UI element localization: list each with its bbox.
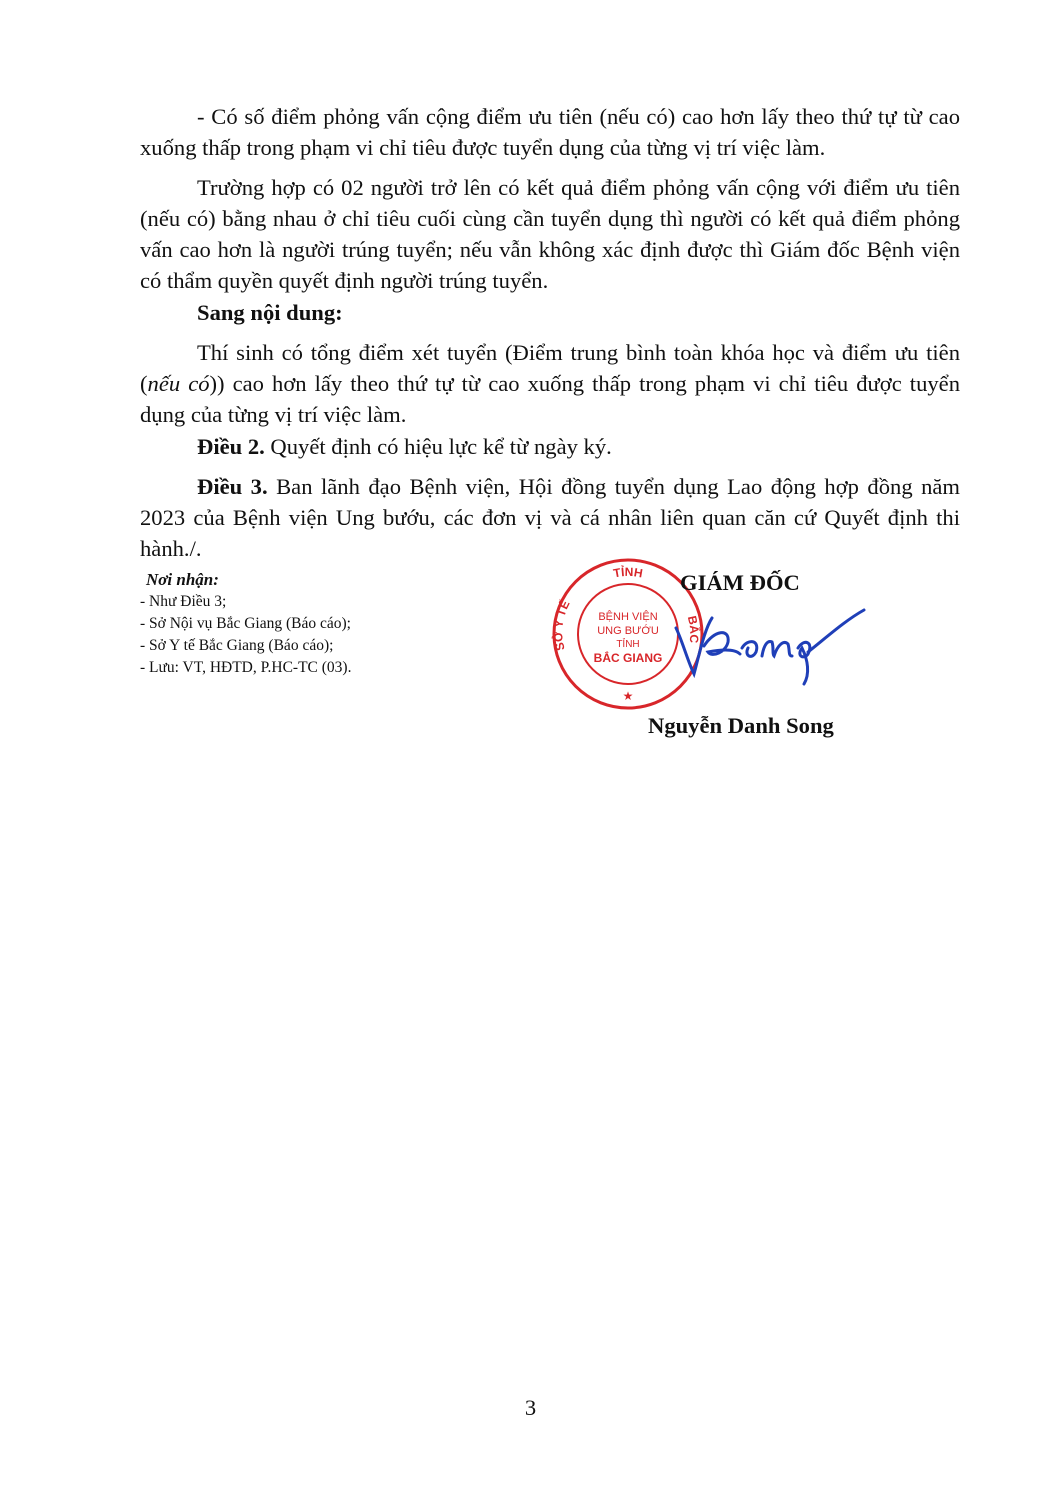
signer-name: Nguyễn Danh Song xyxy=(648,713,834,738)
stamp-line-3: TỈNH xyxy=(616,639,640,650)
paragraph-3-after: )) cao hơn lấy theo thứ tự từ cao xuống thấp trong phạm vi chỉ tiêu được tuyển dụng của từng vị trí việc làm. xyxy=(140,371,960,427)
signer-title: GIÁM ĐỐC xyxy=(680,570,800,595)
recipient-item-1: - Như Điều 3; xyxy=(140,593,227,610)
body-paragraph-3 xyxy=(140,337,960,430)
recipients-block xyxy=(140,569,520,679)
stamp-line-2: UNG BƯỚU xyxy=(597,625,659,637)
paragraph-2-text: Trường hợp có 02 người trở lên có kết quả điểm phỏng vấn cộng với điểm ưu tiên (nếu có) bằng nhau ở chỉ tiêu cuối cùng cần tuyển dụng thì người có kết quả điểm phỏng vấn cao hơn là người trúng tuyển; nếu vẫn không xác định được thì Giám đốc Bệnh viện có thẩm quyền quyết định người trúng tuyển. xyxy=(140,175,960,293)
body-paragraph-1 xyxy=(140,101,960,163)
stamp-arc-left: SỞ Y TẾ xyxy=(551,598,573,653)
recipient-item-3: - Sở Y tế Bắc Giang (Báo cáo); xyxy=(140,637,334,654)
article-2-label: Điều 2. xyxy=(197,434,265,459)
stamp-arc-right: BẮC xyxy=(684,614,702,644)
paragraph-3-italic: nếu có xyxy=(147,371,210,396)
paragraph-1-text: - Có số điểm phỏng vấn cộng điểm ưu tiên (nếu có) cao hơn lấy theo thứ tự từ cao xuống thấp trong phạm vi chỉ tiêu được tuyển dụng của từng vị trí việc làm. xyxy=(140,104,960,160)
handwritten-signature xyxy=(668,600,868,690)
article-3-text: Ban lãnh đạo Bệnh viện, Hội đồng tuyển dụng Lao động hợp đồng năm 2023 của Bệnh viện Ung bướu, các đơn vị và cá nhân liên quan căn cứ Quyết định thi hành./. xyxy=(140,474,961,561)
article-3-label: Điều 3. xyxy=(197,474,268,499)
stamp-star-icon: ★ xyxy=(622,689,634,703)
heading-text: Sang nội dung: xyxy=(197,300,343,325)
stamp-line-1: BỆNH VIỆN xyxy=(598,611,658,623)
paragraph-3-before: Thí sinh có tổng điểm xét tuyển (Điểm trung bình toàn khóa học và điểm ưu tiên ( xyxy=(140,340,960,396)
recipient-item-4: - Lưu: VT, HĐTD, P.HC-TC (03). xyxy=(140,659,352,676)
article-2 xyxy=(140,431,960,462)
stamp-arc-top: TỈNH xyxy=(612,564,644,581)
page-number: 3 xyxy=(524,1395,537,1420)
body-paragraph-2 xyxy=(140,172,960,296)
stamp-line-4: BẮC GIANG xyxy=(593,651,663,665)
article-3 xyxy=(140,471,960,564)
recipients-title: Nơi nhận: xyxy=(146,570,219,589)
recipient-item-2: - Sở Nội vụ Bắc Giang (Báo cáo); xyxy=(140,615,351,632)
section-heading xyxy=(140,297,960,328)
article-2-text: Quyết định có hiệu lực kể từ ngày ký. xyxy=(264,434,612,459)
